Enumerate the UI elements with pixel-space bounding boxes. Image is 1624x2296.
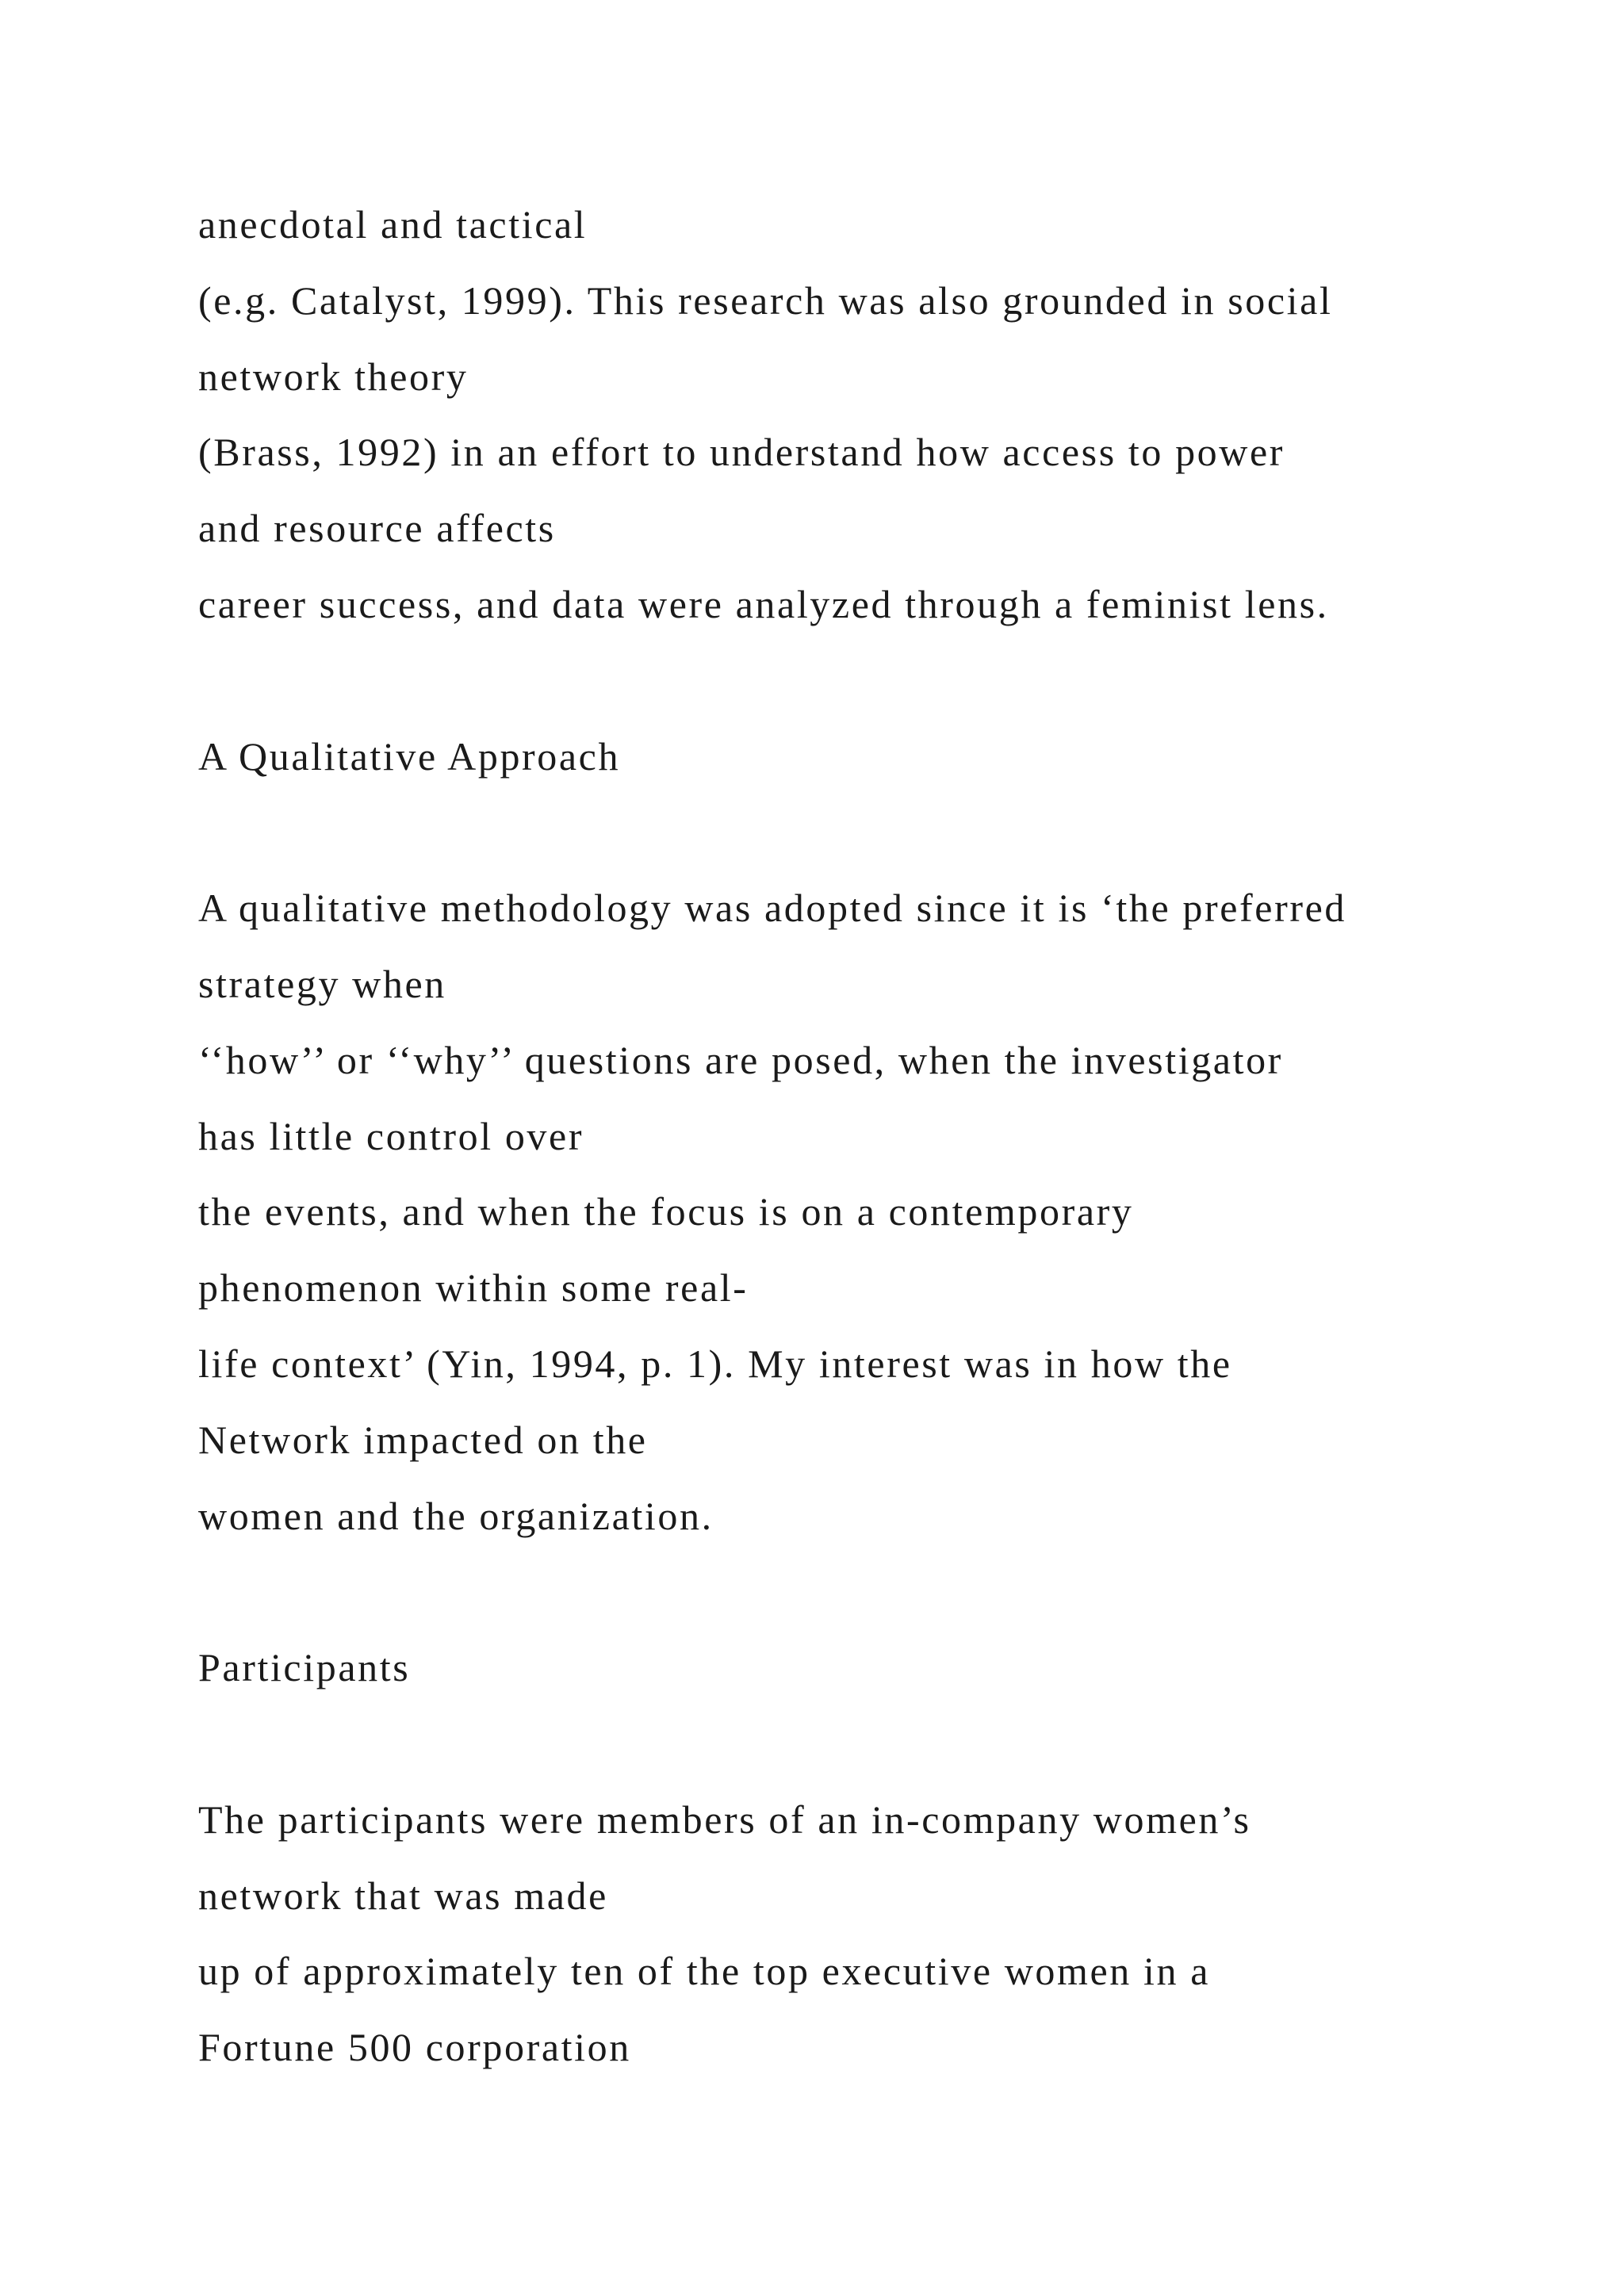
text-line: (Brass, 1992) in an effort to understand how access to power xyxy=(198,430,1285,475)
text-line: Network impacted on the xyxy=(198,1417,648,1462)
text-line: network theory xyxy=(198,354,469,399)
text-line: life context’ (Yin, 1994, p. 1). My interest was in how the xyxy=(198,1341,1232,1386)
text-line: ‘‘how’’ or ‘‘why’’ questions are posed, when the investigator xyxy=(198,1037,1283,1082)
qualitative-approach-paragraph xyxy=(198,871,1546,1554)
text-line: phenomenon within some real- xyxy=(198,1265,749,1311)
blank-line xyxy=(198,1554,1546,1630)
text-line: career success, and data were analyzed through a feminist lens. xyxy=(198,581,1329,626)
blank-line xyxy=(198,1706,1546,1782)
text-line: up of approximately ten of the top executive women in a xyxy=(198,1949,1210,1994)
blank-line xyxy=(198,794,1546,871)
intro-paragraph xyxy=(198,187,1546,643)
text-line: and resource affects xyxy=(198,506,556,551)
text-line: the events, and when the focus is on a contemporary xyxy=(198,1189,1134,1234)
text-line: The participants were members of an in-company women’s xyxy=(198,1797,1251,1842)
participants-paragraph xyxy=(198,1782,1546,2086)
section-heading-qualitative-approach: A Qualitative Approach xyxy=(198,733,621,779)
text-line: A qualitative methodology was adopted since it is ‘the preferred xyxy=(198,886,1346,931)
text-line: strategy when xyxy=(198,961,446,1006)
text-line: women and the organization. xyxy=(198,1493,714,1538)
section-heading-participants: Participants xyxy=(198,1645,411,1690)
text-line: has little control over xyxy=(198,1113,584,1158)
blank-line xyxy=(198,643,1546,719)
text-line: network that was made xyxy=(198,1873,608,1918)
text-line: anecdotal and tactical xyxy=(198,202,588,247)
document-body xyxy=(198,187,1546,2086)
text-line: Fortune 500 corporation xyxy=(198,2025,631,2070)
text-line: (e.g. Catalyst, 1999). This research was also grounded in social xyxy=(198,277,1333,323)
